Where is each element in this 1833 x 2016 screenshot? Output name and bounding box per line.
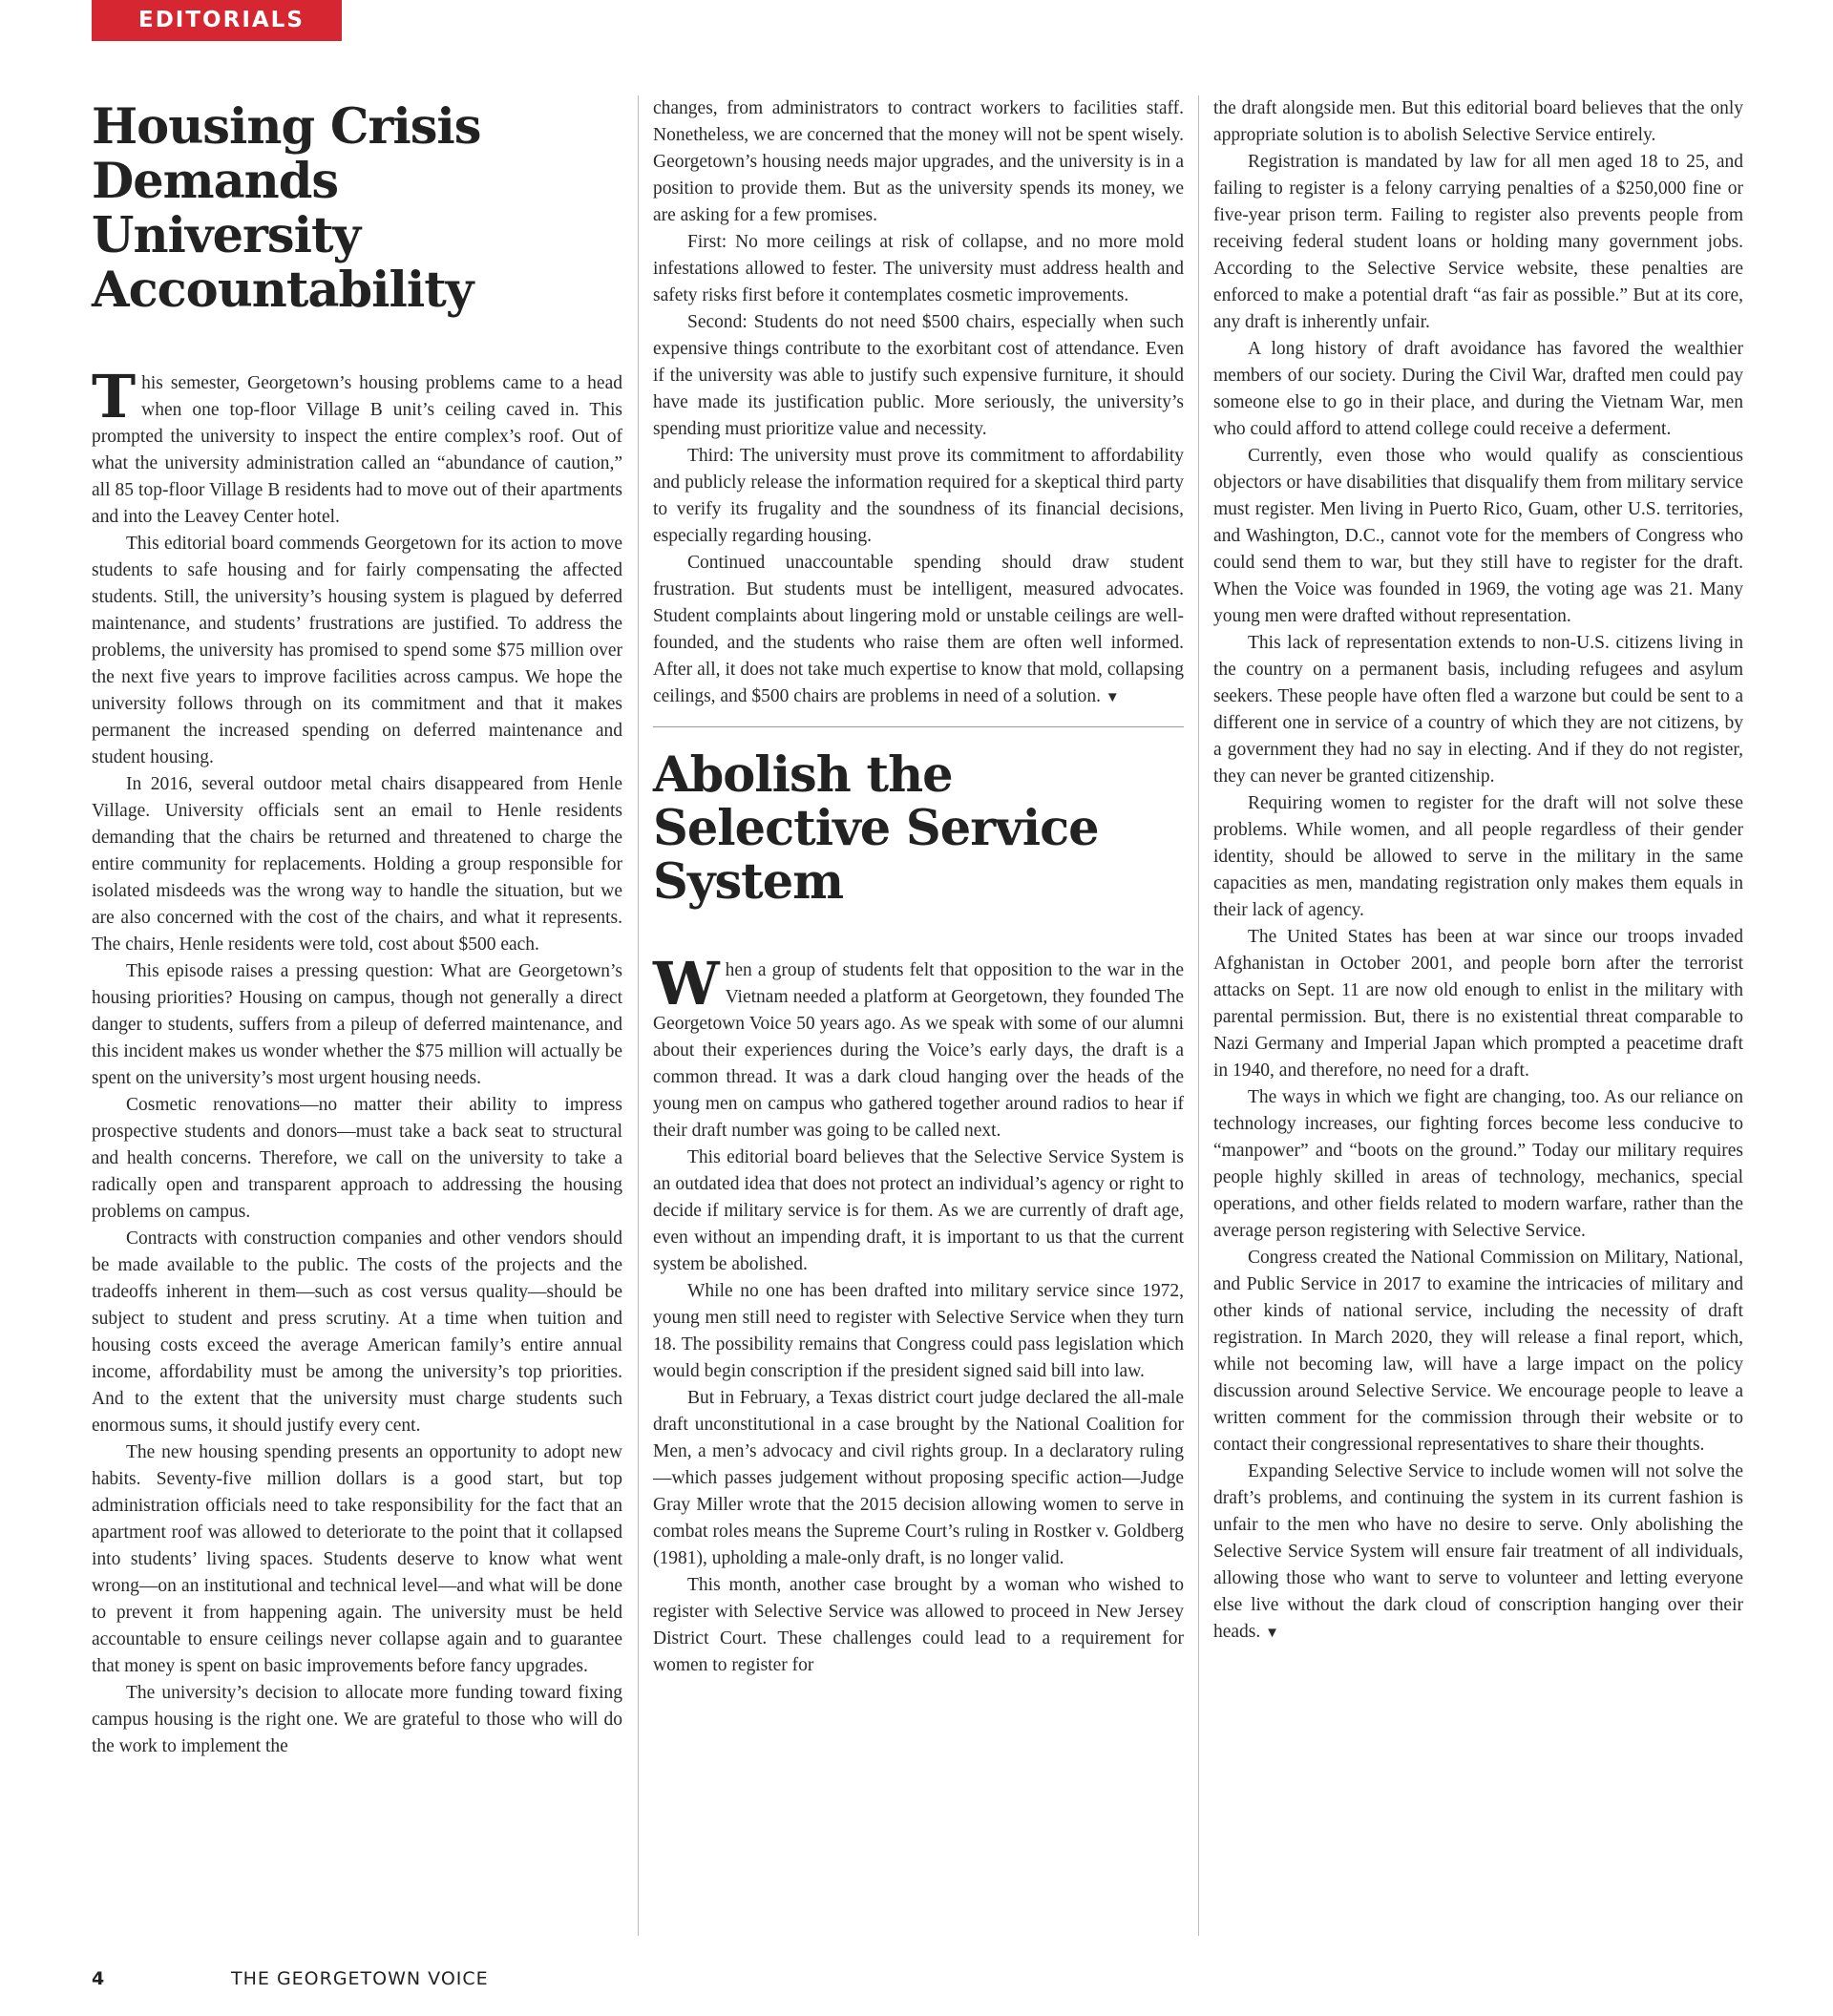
- paragraph: The United States has been at war since our troops invaded Afghanistan in October 2001, and people born after the terrorist attacks on Sept. 11 are now old enough to enlist in the military with parental permission. But, there is no existential threat comparable to Nazi Germany and Imperial Japan which prompted a peacetime draft in 1940, and therefore, no need for a draft.: [1213, 927, 1743, 1081]
- article1-lead-text: his semester, Georgetown’s housing problems came to a head when one top-floor Village B unit’s ceiling caved in. This prompted the university to inspect the entire complex’s roof. Out of what the university administration called an “abundance of caution,” all 85 top-floor Village B residents had to move out of their apartments and into the Leavey Center hotel.: [92, 373, 622, 527]
- paragraph: Currently, even those who would qualify as conscientious objectors or have disabilities that disqualify them from military service must register. Men living in Puerto Rico, Guam, other U.S. territories, and Washington, D.C., cannot vote for the members of Congress who could send them to war, but they still have to register for the draft. When the Voice was founded in 1969, the voting age was 21. Many young men were drafted without representation.: [1213, 446, 1743, 626]
- paragraph: This lack of representation extends to non-U.S. citizens living in the country on a permanent basis, including refugees and asylum seekers. These people have often fled a warzone but could be sent to a different one in service of a country of which they are not citizens, by a government they had no say in electing. And if they do not register, they can never be granted citizenship.: [1213, 633, 1743, 787]
- article1-body: [92, 362, 622, 1760]
- paragraph: First: No more ceilings at risk of collapse, and no more mold infestations allowed to fester. The university must address health and safety risks first before it contemplates cosmetic improvements.: [653, 232, 1184, 305]
- paragraph: Requiring women to register for the draft will not solve these problems. While women, and all people regardless of their gender identity, should be allowed to serve in the military in the same capacities as men, mandating registration only makes them equals in their lack of agency.: [1213, 793, 1743, 920]
- article2-paragraph: [653, 949, 1184, 1144]
- end-mark-icon: ▼: [1265, 1626, 1280, 1641]
- article1-dropcap: T: [92, 362, 137, 431]
- publication-name: THE GEORGETOWN VOICE: [231, 1968, 489, 1989]
- paragraph: Third: The university must prove its commitment to affordability and publicly release the information required for a skeptical third party to verify its frugality and the soundness of its financial decisions, especially regarding housing.: [653, 446, 1184, 546]
- paragraph: Cosmetic renovations—no matter their ability to impress prospective students and donors—must take a back seat to structural and health concerns. Therefore, we call on the university to take a radically open and transparent approach to addressing the housing problems on campus.: [92, 1095, 622, 1222]
- paragraph: Contracts with construction companies and other vendors should be made available to the public. The costs of the projects and the tradeoffs inherent in them—such as cost versus quality—should be subject to student and press scrutiny. At a time when tuition and housing costs exceed the average American family’s entire annual income, affordability must be among the university’s top priorities. And to the extent that the university must charge students such enormous sums, it should justify every cent.: [92, 1228, 622, 1436]
- column-divider: [638, 95, 639, 1936]
- paragraph: Second: Students do not need $500 chairs, especially when such expensive things contribute to the exorbitant cost of attendance. Even if the university was able to justify such expensive furniture, it should have made its justification public. More seriously, the university’s spending must prioritize value and necessity.: [653, 312, 1184, 439]
- paragraph: In 2016, several outdoor metal chairs disappeared from Henle Village. University officials sent an email to Henle residents demanding that the chairs be returned and threatened to charge the entire community for replacements. Holding a group responsible for isolated misdeeds was the wrong way to handle the situation, but we are also concerned with the cost of the chairs, and what it represents. The chairs, Henle residents were told, cost about $500 each.: [92, 774, 622, 955]
- paragraph: A long history of draft avoidance has favored the wealthier members of our society. During the Civil War, drafted men could pay someone else to go in their place, and during the Vietnam War, men who could afford to attend college could receive a deferment.: [1213, 339, 1743, 439]
- paragraph: This editorial board believes that the Selective Service System is an outdated idea that does not protect an individual’s agency or right to decide if military service is for them. As we are currently of draft age, even without an impending draft, it is important to us that the current system be abolished.: [653, 1147, 1184, 1274]
- article-divider: [653, 726, 1184, 727]
- column-divider: [1198, 95, 1199, 1936]
- article1-continuation: changes, from administrators to contract workers to facilities staff. Nonetheless, we are concerned that the money will not be spent wisely. Georgetown’s housing needs major upgrades, and the university is in a position to provide them. But as the university spends its money, we are asking for a few promises.: [653, 98, 1184, 225]
- article2-body-continued: [1213, 149, 1743, 1459]
- section-label: EDITORIALS: [92, 0, 342, 41]
- article2-body: [653, 949, 1184, 1679]
- article2-dropcap: W: [653, 949, 720, 1018]
- page-number: 4: [92, 1968, 105, 1989]
- article1-closing-text: Continued unaccountable spending should draw student frustration. But students must be intelligent, measured advocates. Student complaints about lingering mold or unstable ceilings are well-founded, and the students who raise them are often well informed. After all, it does not take much expertise to know that mold, collapsing ceilings, and $500 chairs are problems in need of a solution.: [653, 553, 1184, 706]
- paragraph: The new housing spending presents an opportunity to adopt new habits. Seventy-five million dollars is a good start, but top administration officials need to take responsibility for the fact that an apartment roof was allowed to deteriorate to the point that it collapsed into students’ living spaces. Students deserve to know what went wrong—on an institutional and technical level—and what will be done to prevent it from happening again. The university must be held accountable to ensure ceilings never collapse again and to guarantee that money is spent on basic improvements before fancy upgrades.: [92, 1442, 622, 1676]
- paragraph: The university’s decision to allocate more funding toward fixing campus housing is the right one. We are grateful to those who will do the work to implement the: [92, 1683, 622, 1756]
- paragraph: This month, another case brought by a woman who wished to register with Selective Service was allowed to proceed in New Jersey District Court. These challenges could lead to a requirement for women to register for: [653, 1575, 1184, 1675]
- paragraph: This editorial board commends Georgetown for its action to move students to safe housing and for fairly compensating the affected students. Still, the university’s housing system is plagued by deferred maintenance, and students’ frustrations are justified. To address the problems, the university has promised to spend some $75 million over the next five years to improve facilities across campus. We hope the university follows through on its commitment and that it makes permanent the increased spending on deferred maintenance and student housing.: [92, 534, 622, 767]
- article1-title: Housing Crisis Demands University Accountability: [92, 98, 481, 319]
- end-mark-icon: ▼: [1105, 690, 1120, 705]
- article2-title: Abolish the Selective Service System: [653, 746, 1099, 911]
- column-1: [92, 95, 622, 1760]
- paragraph: While no one has been drafted into military service since 1972, young men still need to register with Selective Service when they turn 18. The possibility remains that Congress could pass legislation which would begin conscription if the president signed said bill into law.: [653, 1281, 1184, 1381]
- article1-closing-paragraph: [653, 550, 1184, 711]
- paragraph: The ways in which we fight are changing, too. As our reliance on technology increases, our fighting forces become less conducive to “manpower” and “boots on the ground.” Today our military requires people highly skilled in areas of technology, mechanics, special operations, and other fields related to modern warfare, rather than the average person registering with Selective Service.: [1213, 1087, 1743, 1241]
- article2-lead-text: hen a group of students felt that opposition to the war in the Vietnam needed a platform at Georgetown, they founded The Georgetown Voice 50 years ago. As we speak with some of our alumni about their experiences during the Voice’s early days, the draft is a common thread. It was a dark cloud hanging over the heads of the young men on campus who gathered together around radios to hear if their draft number was going to be called next.: [653, 960, 1184, 1141]
- article1-paragraph: [92, 362, 622, 531]
- paragraph: But in February, a Texas district court judge declared the all-male draft unconstitutional in a case brought by the National Coalition for Men, a men’s advocacy and civil rights group. In a declaratory ruling—which passes judgement without proposing specific action—Judge Gray Miller wrote that the 2015 decision allowing women to serve in combat roles means the Supreme Court’s ruling in Rostker v. Goldberg (1981), upholding a male-only draft, is no longer valid.: [653, 1388, 1184, 1568]
- article2-closing-text: Expanding Selective Service to include women will not solve the draft’s problems, and continuing the system in its current fashion is unfair to the men who have no desire to serve. Only abolishing the Selective Service System will ensure fair treatment of all individuals, allowing those who want to serve to volunteer and letting everyone else live without the dark cloud of conscription hanging over their heads.: [1213, 1461, 1743, 1642]
- column-3: [1213, 95, 1743, 1647]
- article2-closing-paragraph: [1213, 1459, 1743, 1647]
- article1-body-continued: [653, 229, 1184, 550]
- paragraph: Congress created the National Commission on Military, National, and Public Service in 2017 to examine the intricacies of military and other kinds of national service, including the necessity of draft registration. In March 2020, they will release a final report, which, while not becoming law, will have a large impact on the policy discussion around Selective Service. We encourage people to leave a written comment for the commission through their website or to contact their congressional representatives to share their thoughts.: [1213, 1248, 1743, 1455]
- article2-continuation: the draft alongside men. But this editorial board believes that the only appropriate solution is to abolish Selective Service entirely.: [1213, 98, 1743, 145]
- paragraph: This episode raises a pressing question: What are Georgetown’s housing priorities? Housing on campus, though not generally a direct danger to students, suffers from a pileup of deferred maintenance, and this incident makes us wonder whether the $75 million will actually be spent on the university’s most urgent housing needs.: [92, 961, 622, 1088]
- paragraph: Registration is mandated by law for all men aged 18 to 25, and failing to register is a felony carrying penalties of a $250,000 fine or five-year prison term. Failing to register also prevents people from receiving federal student loans or holding many government jobs. According to the Selective Service website, these penalties are enforced to make a potential draft “as fair as possible.” But at its core, any draft is inherently unfair.: [1213, 152, 1743, 332]
- column-2: [653, 95, 1184, 1679]
